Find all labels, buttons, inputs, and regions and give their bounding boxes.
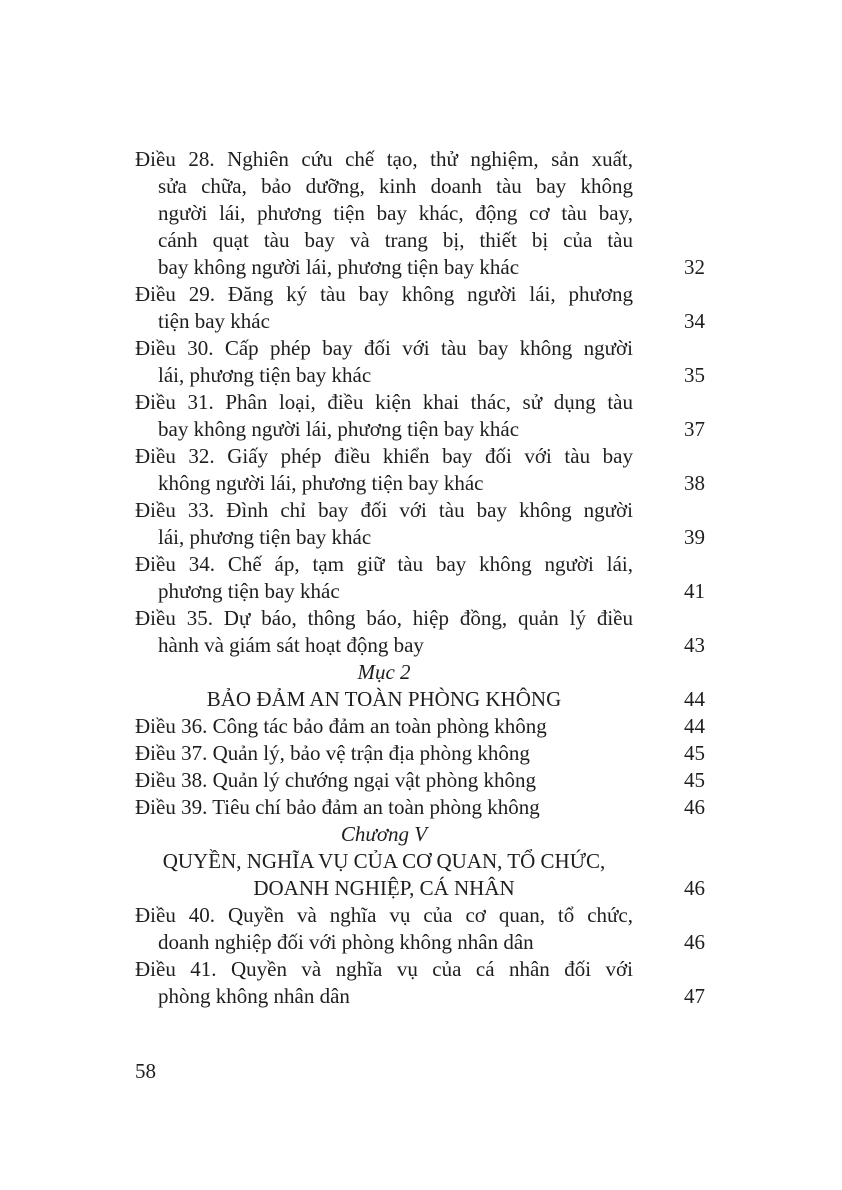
toc-entry-line [135, 362, 705, 389]
toc-entry-line [135, 578, 705, 605]
toc-entry-text: không người lái, phương tiện bay khác [158, 471, 484, 495]
toc-entry-text: phương tiện bay khác [158, 579, 340, 603]
toc-entry-line [135, 254, 705, 281]
toc-entry-text: người lái, phương tiện bay khác, động cơ tàu bay, [158, 201, 633, 225]
toc-page-number: 45 [684, 741, 705, 765]
toc-chapter-title [135, 848, 705, 875]
toc-entry-line [135, 227, 705, 254]
toc-entry-text: cánh quạt tàu bay và trang bị, thiết bị của tàu [158, 228, 633, 252]
toc-entry-line [135, 983, 705, 1010]
toc-entry-text: Điều 39. Tiêu chí bảo đảm an toàn phòng không [135, 795, 540, 819]
toc-chapter-title-text: DOANH NGHIỆP, CÁ NHÂN [253, 876, 515, 900]
toc-page-number: 39 [684, 525, 705, 549]
toc-entry-line [135, 335, 705, 362]
toc-entry-line [135, 551, 705, 578]
toc-entry-line [135, 767, 705, 794]
toc-page-number: 37 [684, 417, 705, 441]
toc-entry-text: bay không người lái, phương tiện bay khác [158, 255, 520, 279]
toc-page-number: 41 [684, 579, 705, 603]
toc-entry-line [135, 713, 705, 740]
toc-entry-text: Điều 31. Phân loại, điều kiện khai thác, sử dụng tàu [135, 390, 633, 414]
toc-entry-text: hành và giám sát hoạt động bay [158, 633, 424, 657]
toc-page-number: 32 [684, 255, 705, 279]
toc-entry-text: tiện bay khác [158, 309, 270, 333]
toc-entry-text: doanh nghiệp đối với phòng không nhân dân [158, 930, 534, 954]
toc-section-title-text: BẢO ĐẢM AN TOÀN PHÒNG KHÔNG [206, 687, 562, 711]
toc-entry-text: Điều 37. Quản lý, bảo vệ trận địa phòng không [135, 741, 530, 765]
toc-entry-text: Điều 36. Công tác bảo đảm an toàn phòng không [135, 714, 547, 738]
toc-entry-text: Điều 33. Đình chỉ bay đối với tàu bay không người [135, 498, 633, 522]
toc-page-number: 45 [684, 768, 705, 792]
toc-entry-line [135, 794, 705, 821]
toc-entry-line [135, 173, 705, 200]
toc-chapter-heading [135, 821, 705, 848]
toc-entry-text: Điều 29. Đăng ký tàu bay không người lái, phương [135, 282, 633, 306]
toc-entry-line [135, 389, 705, 416]
table-of-contents [135, 146, 705, 1010]
toc-page-number: 44 [684, 714, 705, 738]
toc-page-number: 44 [684, 687, 705, 711]
toc-entry-line [135, 956, 705, 983]
toc-entry-line [135, 740, 705, 767]
toc-entry-text: Điều 30. Cấp phép bay đối với tàu bay không người [135, 336, 633, 360]
toc-page-number: 34 [684, 309, 705, 333]
toc-chapter-title [135, 875, 705, 902]
toc-entry-line [135, 632, 705, 659]
toc-chapter-heading-text: Chương V [340, 822, 428, 846]
toc-page-number: 46 [684, 795, 705, 819]
toc-page-number: 47 [684, 984, 705, 1008]
toc-entry-text: lái, phương tiện bay khác [158, 525, 372, 549]
toc-page-number: 46 [684, 876, 705, 900]
toc-section-heading-text: Mục 2 [357, 660, 411, 684]
toc-entry-line [135, 902, 705, 929]
toc-entry-text: Điều 38. Quản lý chướng ngại vật phòng không [135, 768, 537, 792]
toc-entry-text: phòng không nhân dân [158, 984, 350, 1008]
toc-page-number: 46 [684, 930, 705, 954]
toc-entry-line [135, 200, 705, 227]
toc-chapter-title-text: QUYỀN, NGHĨA VỤ CỦA CƠ QUAN, TỔ CHỨC, [162, 849, 606, 873]
toc-entry-text: Điều 28. Nghiên cứu chế tạo, thử nghiệm, sản xuất, [135, 147, 633, 171]
toc-page-number: 43 [684, 633, 705, 657]
toc-entry-line [135, 443, 705, 470]
toc-entry-line [135, 281, 705, 308]
toc-entry-line [135, 308, 705, 335]
toc-entry-text: Điều 40. Quyền và nghĩa vụ của cơ quan, tổ chức, [135, 903, 633, 927]
toc-entry-text: Điều 41. Quyền và nghĩa vụ của cá nhân đối với [135, 957, 633, 981]
toc-entry-line [135, 524, 705, 551]
toc-section-title [135, 686, 705, 713]
toc-entry-line [135, 605, 705, 632]
toc-page-number: 35 [684, 363, 705, 387]
toc-entry-line [135, 497, 705, 524]
toc-entry-text: Điều 32. Giấy phép điều khiển bay đối với tàu bay [135, 444, 633, 468]
footer-page-number: 58 [135, 1059, 156, 1083]
toc-entry-text: sửa chữa, bảo dưỡng, kinh doanh tàu bay không [158, 174, 633, 198]
toc-entry-text: lái, phương tiện bay khác [158, 363, 372, 387]
toc-page-number: 38 [684, 471, 705, 495]
toc-entry-line [135, 416, 705, 443]
toc-entry-line [135, 929, 705, 956]
toc-entry-text: Điều 35. Dự báo, thông báo, hiệp đồng, quản lý điều [135, 606, 633, 630]
toc-entry-text: bay không người lái, phương tiện bay khác [158, 417, 520, 441]
toc-section-heading [135, 659, 705, 686]
toc-entry-text: Điều 34. Chế áp, tạm giữ tàu bay không người lái, [135, 552, 633, 576]
toc-entry-line [135, 470, 705, 497]
toc-entry-line [135, 146, 705, 173]
